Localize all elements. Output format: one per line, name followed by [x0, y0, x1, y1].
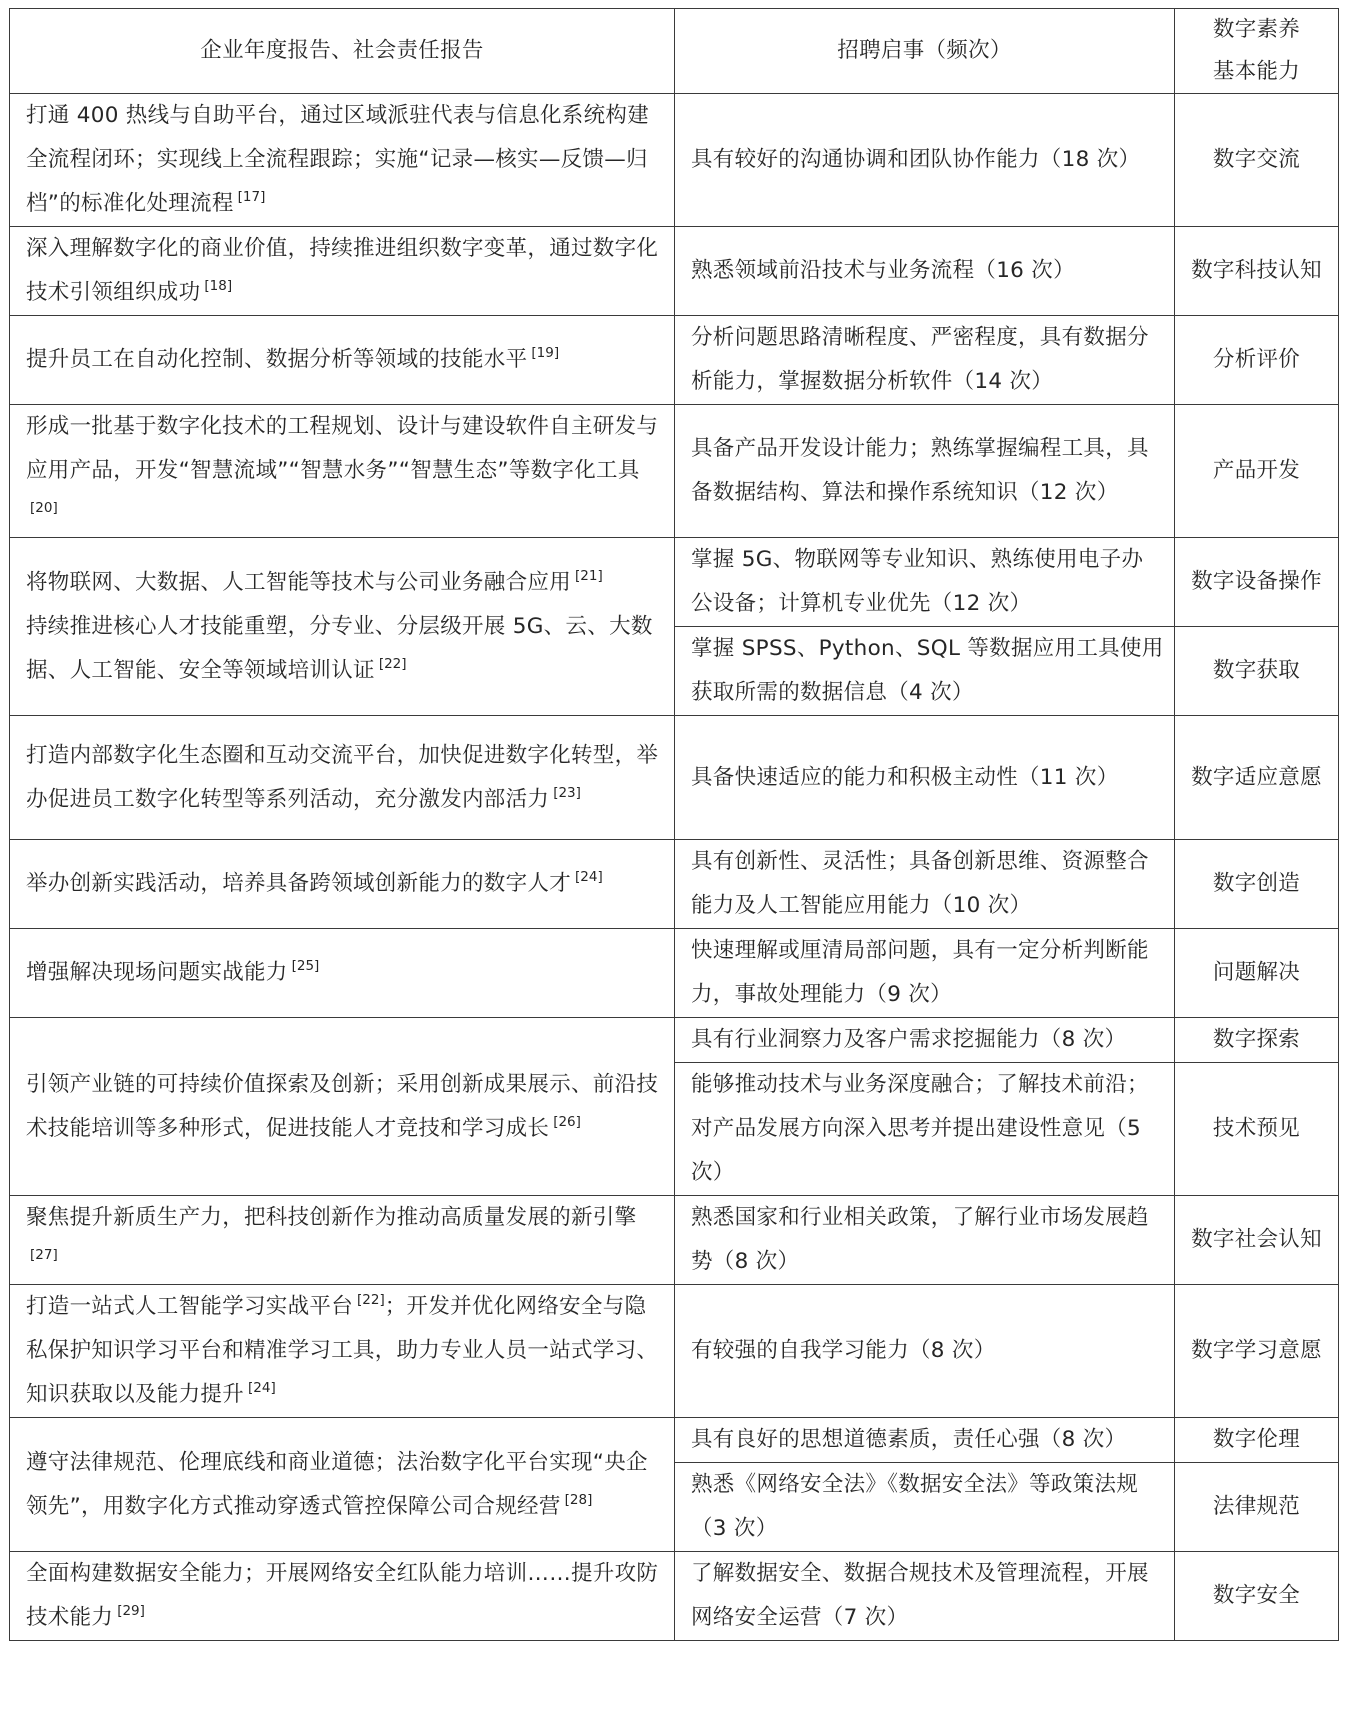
ability-cell: 数字设备操作 [1175, 538, 1339, 627]
report-cell [10, 1196, 675, 1285]
ability-cell: 法律规范 [1175, 1463, 1339, 1552]
recruit-cell: 具有行业洞察力及客户需求挖掘能力（8 次） [675, 1018, 1175, 1063]
ability-cell: 产品开发 [1175, 405, 1339, 538]
table-row [10, 405, 1339, 538]
report-cell [10, 405, 675, 538]
header-ability-line2: 基本能力 [1212, 59, 1301, 84]
citation-ref: [29] [117, 1603, 145, 1619]
table-row [10, 1552, 1339, 1641]
header-ability-line1: 数字素养 [1212, 17, 1301, 42]
table-row [10, 1418, 1339, 1463]
citation-ref: [20] [30, 500, 58, 516]
citation-ref: [24] [575, 869, 603, 885]
report-text: 增强解决现场问题实战能力 [26, 960, 288, 985]
report-text: 持续推进核心人才技能重塑，分专业、分层级开展 5G、云、大数据、人工智能、安全等领域培训认证 [26, 613, 653, 683]
ability-cell: 问题解决 [1175, 929, 1339, 1018]
report-cell [10, 227, 675, 316]
report-text: 提升员工在自动化控制、数据分析等领域的技能水平 [26, 347, 528, 372]
ability-cell: 数字获取 [1175, 627, 1339, 716]
ability-cell: 分析评价 [1175, 316, 1339, 405]
citation-ref: [21] [575, 567, 603, 584]
ability-cell: 数字伦理 [1175, 1418, 1339, 1463]
report-text: 引领产业链的可持续价值探索及创新；采用创新成果展示、前沿技术技能培训等多种形式，促进技能人才竞技和学习成长 [26, 1071, 659, 1141]
header-ability [1175, 9, 1339, 94]
report-text: 举办创新实践活动，培养具备跨领域创新能力的数字人才 [26, 871, 572, 896]
recruit-cell: 具有良好的思想道德素质，责任心强（8 次） [675, 1418, 1175, 1463]
citation-ref: [18] [204, 278, 233, 294]
citation-ref: [22] [357, 1292, 385, 1308]
recruit-cell: 快速理解或厘清局部问题，具有一定分析判断能力，事故处理能力（9 次） [675, 929, 1175, 1018]
digital-literacy-table [9, 8, 1339, 1641]
report-text: 打通 400 热线与自助平台，通过区域派驻代表与信息化系统构建全流程闭环；实现线上全流程跟踪；实施“记录—核实—反馈—归档”的标准化处理流程 [26, 103, 650, 216]
report-text: 打造一站式人工智能学习实战平台 [26, 1294, 354, 1319]
recruit-cell: 熟悉领域前沿技术与业务流程（16 次） [675, 227, 1175, 316]
citation-ref: [23] [553, 784, 581, 801]
table-row [10, 1196, 1339, 1285]
recruit-cell: 熟悉《网络安全法》《数据安全法》等政策法规（3 次） [675, 1463, 1175, 1552]
recruit-cell: 有较强的自我学习能力（8 次） [675, 1285, 1175, 1418]
citation-ref: [19] [531, 345, 560, 361]
table-row [10, 716, 1339, 840]
report-cell [10, 1552, 675, 1641]
citation-ref: [24] [248, 1380, 276, 1396]
recruit-cell: 了解数据安全、数据合规技术及管理流程，开展网络安全运营（7 次） [675, 1552, 1175, 1641]
ability-cell: 数字交流 [1175, 94, 1339, 227]
citation-ref: [25] [291, 958, 320, 974]
citation-ref: [27] [30, 1247, 58, 1263]
report-cell [10, 716, 675, 840]
ability-cell: 数字探索 [1175, 1018, 1339, 1063]
report-cell [10, 1285, 675, 1418]
recruit-cell: 分析问题思路清晰程度、严密程度，具有数据分析能力，掌握数据分析软件（14 次） [675, 316, 1175, 405]
recruit-cell: 具有创新性、灵活性；具备创新思维、资源整合能力及人工智能应用能力（10 次） [675, 840, 1175, 929]
ability-cell: 数字学习意愿 [1175, 1285, 1339, 1418]
citation-ref: [17] [237, 189, 266, 205]
recruit-cell: 具有较好的沟通协调和团队协作能力（18 次） [675, 94, 1175, 227]
report-cell [10, 1018, 675, 1196]
report-text: 形成一批基于数字化技术的工程规划、设计与建设软件自主研发与应用产品，开发“智慧流域”“智慧水务”“智慧生态”等数字化工具 [26, 414, 659, 483]
recruit-cell: 具备产品开发设计能力；熟练掌握编程工具，具备数据结构、算法和操作系统知识（12 次） [675, 405, 1175, 538]
recruit-cell: 掌握 SPSS、Python、SQL 等数据应用工具使用获取所需的数据信息（4 次） [675, 627, 1175, 716]
report-segment [26, 561, 660, 605]
ability-cell: 数字创造 [1175, 840, 1339, 929]
report-text: 打造内部数字化生态圈和互动交流平台，加快促进数字化转型，举办促进员工数字化转型等系列活动，充分激发内部活力 [26, 742, 659, 812]
table-row [10, 929, 1339, 1018]
recruit-cell: 能够推动技术与业务深度融合；了解技术前沿；对产品发展方向深入思考并提出建设性意见（5 次） [675, 1063, 1175, 1196]
table-row [10, 538, 1339, 627]
report-cell [10, 538, 675, 716]
header-row [10, 9, 1339, 94]
table-row [10, 1018, 1339, 1063]
header-recruitment: 招聘启事（频次） [675, 9, 1175, 94]
citation-ref: [22] [378, 655, 407, 672]
citation-ref: [28] [564, 1491, 593, 1508]
report-text: 将物联网、大数据、人工智能等技术与公司业务融合应用 [26, 569, 572, 595]
report-text: 全面构建数据安全能力；开展网络安全红队能力培训……提升攻防技术能力 [26, 1561, 659, 1630]
ability-cell: 技术预见 [1175, 1063, 1339, 1196]
report-cell [10, 1418, 675, 1552]
table-wrapper [9, 8, 1339, 1641]
report-text: 深入理解数字化的商业价值，持续推进组织数字变革，通过数字化技术引领组织成功 [26, 236, 659, 305]
ability-cell: 数字安全 [1175, 1552, 1339, 1641]
report-segment [26, 605, 660, 693]
report-cell [10, 840, 675, 929]
table-row [10, 1285, 1339, 1418]
recruit-cell: 掌握 5G、物联网等专业知识、熟练使用电子办公设备；计算机专业优先（12 次） [675, 538, 1175, 627]
recruit-cell: 具备快速适应的能力和积极主动性（11 次） [675, 716, 1175, 840]
table-row [10, 94, 1339, 227]
citation-ref: [26] [553, 1113, 581, 1130]
ability-cell: 数字科技认知 [1175, 227, 1339, 316]
table-row [10, 840, 1339, 929]
report-text: ；开发并优化网络安全与隐私保护知识学习平台和精准学习工具，助力专业人员一站式学习、知识获取以及能力提升 [26, 1294, 659, 1407]
report-cell [10, 929, 675, 1018]
header-reports: 企业年度报告、社会责任报告 [10, 9, 675, 94]
recruit-cell: 熟悉国家和行业相关政策，了解行业市场发展趋势（8 次） [675, 1196, 1175, 1285]
report-text: 聚焦提升新质生产力，把科技创新作为推动高质量发展的新引擎 [26, 1205, 637, 1230]
report-cell [10, 94, 675, 227]
ability-cell: 数字社会认知 [1175, 1196, 1339, 1285]
table-row [10, 316, 1339, 405]
table-row [10, 227, 1339, 316]
report-cell [10, 316, 675, 405]
ability-cell: 数字适应意愿 [1175, 716, 1339, 840]
report-text: 遵守法律规范、伦理底线和商业道德；法治数字化平台实现“央企领先”，用数字化方式推动穿透式管控保障公司合规经营 [26, 1449, 648, 1519]
